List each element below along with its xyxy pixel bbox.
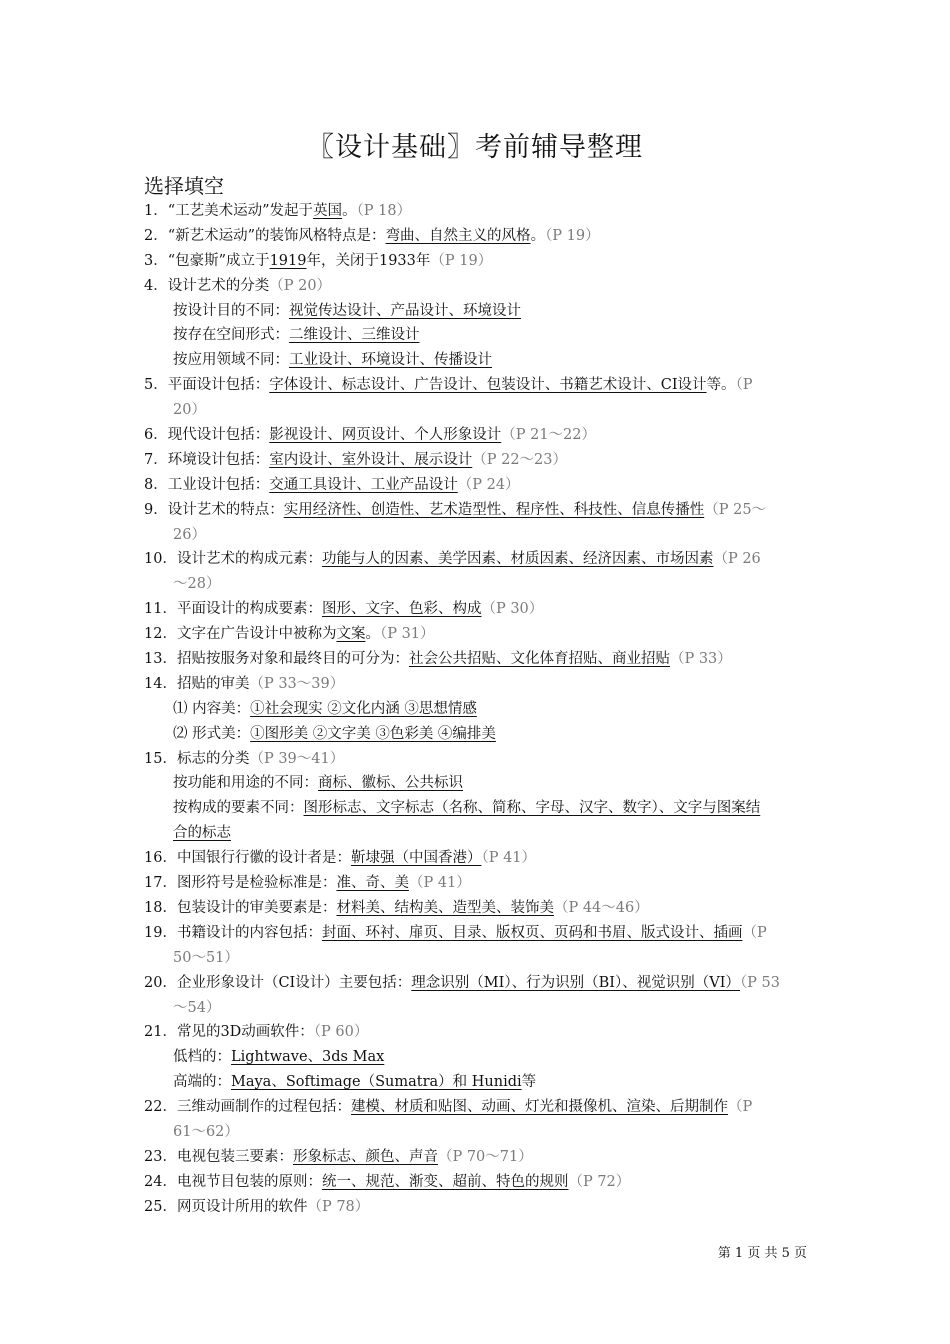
document-line	[144, 747, 808, 772]
answer-text: 影视设计、网页设计、个人形象设计	[269, 427, 502, 444]
question-text: 23．电视包装三要素：	[144, 1148, 293, 1165]
page-reference: 26）	[173, 526, 206, 543]
question-text: 年，关闭于1933年	[306, 252, 431, 269]
answer-text: 图形标志、文字标志（名称、简称、字母、汉字、数字）、文字与图案结	[303, 800, 761, 817]
question-text: 8．工业设计包括：	[144, 476, 270, 493]
page-reference: 20）	[173, 402, 206, 419]
page-reference: 61～62）	[173, 1123, 239, 1140]
question-text: 按设计目的不同：	[173, 302, 289, 319]
question-text: 17．图形符号是检验标准是：	[144, 875, 337, 892]
answer-text: 理念识别（MI）、行为识别（BI）、视觉识别（VI）	[411, 974, 740, 991]
page-footer: 第 1 页 共 5 页	[717, 1246, 807, 1261]
question-text: 21．常见的3D动画软件：	[144, 1024, 314, 1041]
page-reference: （P 30）	[481, 601, 544, 618]
page-reference: （P 60）	[313, 1024, 369, 1041]
document-line	[144, 846, 808, 871]
page-reference: （P 19）	[545, 227, 600, 244]
page-reference: （P 78）	[307, 1198, 370, 1215]
question-text: 等。	[706, 377, 736, 394]
document-line	[144, 771, 808, 796]
document-line	[144, 299, 808, 324]
answer-text: 英国	[313, 203, 343, 219]
question-text: 24．电视节目包装的原则：	[144, 1173, 322, 1190]
document-line	[144, 547, 808, 572]
document-line	[144, 473, 808, 498]
page-reference: （P 18）	[356, 203, 412, 219]
question-text: 高端的：	[173, 1074, 231, 1091]
answer-text: 准、奇、美	[336, 875, 409, 892]
answer-text: 靳埭强（中国香港）	[350, 850, 482, 867]
question-text: 15．标志的分类	[144, 750, 250, 767]
page-reference: （P 24）	[457, 476, 520, 493]
document-line	[144, 722, 808, 747]
page-reference: （P 21～22）	[501, 427, 597, 444]
document-line	[144, 523, 808, 548]
page-reference: （P 72）	[568, 1173, 631, 1190]
question-text: 4．设计艺术的分类	[144, 277, 270, 294]
page-reference: （P 19）	[430, 252, 493, 269]
document-line	[144, 1145, 808, 1170]
page-reference: （P 53	[739, 974, 781, 991]
document-line	[144, 1095, 808, 1120]
question-text: 。	[530, 227, 546, 244]
question-text: ⑴ 内容美：	[173, 700, 251, 717]
document-line	[144, 1020, 808, 1045]
page-reference: （P 33～39）	[249, 675, 345, 692]
page-reference: ～28）	[173, 576, 221, 593]
answer-text: 建模、材质和贴图、动画、灯光和摄像机、渲染、后期制作	[350, 1099, 728, 1116]
answer-text: Lightwave、3ds Max	[231, 1049, 385, 1066]
question-text: 13．招贴按服务对象和最终目的可分为：	[144, 651, 409, 668]
answer-text: 合的标志	[173, 825, 231, 842]
document-line	[144, 622, 808, 647]
document-line	[144, 597, 808, 622]
answer-text: 统一、规范、渐变、超前、特色的规则	[321, 1173, 569, 1190]
question-text: 等	[521, 1074, 537, 1091]
document-line	[144, 672, 808, 697]
answer-text: 图形、文字、色彩、构成	[321, 601, 482, 618]
document-line	[144, 946, 808, 971]
page-reference: （P 31）	[379, 626, 435, 643]
answer-text: 视觉传达设计、产品设计、环境设计	[289, 302, 521, 319]
document-line	[144, 274, 808, 299]
question-text: 。	[342, 203, 357, 219]
page-reference: （P 22～23）	[472, 451, 568, 468]
question-text: 12．文字在广告设计中被称为	[144, 626, 337, 643]
answer-text: 功能与人的因素、美学因素、材质因素、经济因素、市场因素	[321, 551, 714, 568]
question-text: 3．“包豪斯”成立于	[144, 252, 270, 269]
page-reference: （P 41）	[481, 850, 537, 867]
answer-text: 二维设计、三维设计	[289, 327, 420, 344]
answer-text: 文案	[336, 626, 366, 643]
document-line	[144, 697, 808, 722]
document-line	[144, 323, 808, 348]
answer-text: 实用经济性、创造性、艺术造型性、程序性、科技性、信息传播性	[283, 501, 705, 518]
document-line	[144, 971, 808, 996]
document-line	[144, 199, 808, 224]
question-text: 按功能和用途的不同：	[173, 775, 318, 792]
document-line	[144, 1120, 808, 1145]
question-text: 按存在空间形式：	[173, 327, 289, 344]
answer-text: 交通工具设计、工业产品设计	[269, 476, 458, 493]
page-reference: （P	[735, 377, 753, 394]
document-title: 〖设计基础〗考前辅导整理	[307, 132, 643, 163]
question-text: 19．书籍设计的内容包括：	[144, 924, 322, 941]
question-text: 低档的：	[173, 1049, 231, 1066]
question-text: 14．招贴的审美	[144, 675, 250, 692]
page-reference: （P	[727, 1099, 753, 1116]
question-text: 18．包装设计的审美要素是：	[144, 899, 337, 916]
document-line	[144, 647, 808, 672]
document-body	[144, 199, 808, 1220]
document-line	[144, 448, 808, 473]
question-text: 16．中国银行行徽的设计者是：	[144, 850, 351, 867]
section-heading: 选择填空	[144, 174, 224, 198]
answer-text: 商标、徽标、公共标识	[318, 775, 463, 792]
answer-text: 室内设计、室外设计、展示设计	[269, 451, 473, 468]
document-line	[144, 423, 808, 448]
page-reference: （P 41）	[408, 875, 471, 892]
question-text: 10．设计艺术的构成元素：	[144, 551, 322, 568]
document-line	[144, 249, 808, 274]
question-text: 20．企业形象设计（CI设计）主要包括：	[144, 974, 412, 991]
document-line	[144, 896, 808, 921]
page-reference: （P 70～71）	[437, 1148, 533, 1165]
question-text: 2．“新艺术运动”的装饰风格特点是：	[144, 227, 386, 244]
answer-text: 社会公共招贴、文化体育招贴、商业招贴	[408, 651, 670, 668]
question-text: 11．平面设计的构成要素：	[144, 601, 322, 618]
answer-text: ①图形美 ②文字美 ③色彩美 ④编排美	[250, 725, 496, 742]
page-reference: （P 44～46）	[553, 899, 649, 916]
document-line	[144, 224, 808, 249]
answer-text: 工业设计、环境设计、传播设计	[289, 352, 492, 369]
page-reference: （P 39～41）	[249, 750, 345, 767]
question-text: ⑵ 形式美：	[173, 725, 251, 742]
question-text: 按应用领域不同：	[173, 352, 289, 369]
question-text: 22．三维动画制作的过程包括：	[144, 1099, 351, 1116]
document-line	[144, 821, 808, 846]
document-line	[144, 572, 808, 597]
answer-text: Maya、Softimage（Sumatra）和 Hunidi	[231, 1074, 522, 1091]
page-reference: （P 25～	[704, 501, 767, 518]
document-line	[144, 1170, 808, 1195]
question-text: 7．环境设计包括：	[144, 451, 270, 468]
document-line	[144, 1045, 808, 1070]
document-line	[144, 921, 808, 946]
document-line	[144, 373, 808, 398]
answer-text: 弯曲、自然主义的风格	[385, 227, 531, 244]
question-text: 6．现代设计包括：	[144, 427, 270, 444]
question-text: 9．设计艺术的特点：	[144, 501, 284, 518]
page-reference: （P 33）	[669, 651, 732, 668]
document-line	[144, 398, 808, 423]
question-text: 1．“工艺美术运动”发起于	[144, 203, 314, 219]
answer-text: 形象标志、颜色、声音	[292, 1148, 438, 1165]
answer-text: 1919	[269, 252, 307, 269]
answer-text: 材料美、结构美、造型美、装饰美	[336, 899, 554, 916]
document-line	[144, 498, 808, 523]
page-reference: （P	[742, 924, 767, 941]
question-text: 按构成的要素不同：	[173, 800, 304, 817]
document-line	[144, 1070, 808, 1095]
page-reference: （P 20）	[269, 277, 332, 294]
document-line	[144, 348, 808, 373]
question-text: 5．平面设计包括：	[144, 377, 270, 394]
page-reference: ～54）	[173, 999, 221, 1016]
page-reference: （P 26	[713, 551, 761, 568]
answer-text: 封面、环衬、扉页、目录、版权页、页码和书眉、版式设计、插画	[321, 924, 743, 941]
document-line	[144, 996, 808, 1021]
answer-text: 字体设计、标志设计、广告设计、包装设计、书籍艺术设计、CI设计	[269, 377, 707, 394]
document-line	[144, 1195, 808, 1220]
question-text: 。	[365, 626, 380, 643]
document-line	[144, 871, 808, 896]
answer-text: ①社会现实 ②文化内涵 ③思想情感	[250, 700, 477, 717]
page-reference: 50～51）	[173, 949, 239, 966]
document-line	[144, 796, 808, 821]
question-text: 25．网页设计所用的软件	[144, 1198, 308, 1215]
